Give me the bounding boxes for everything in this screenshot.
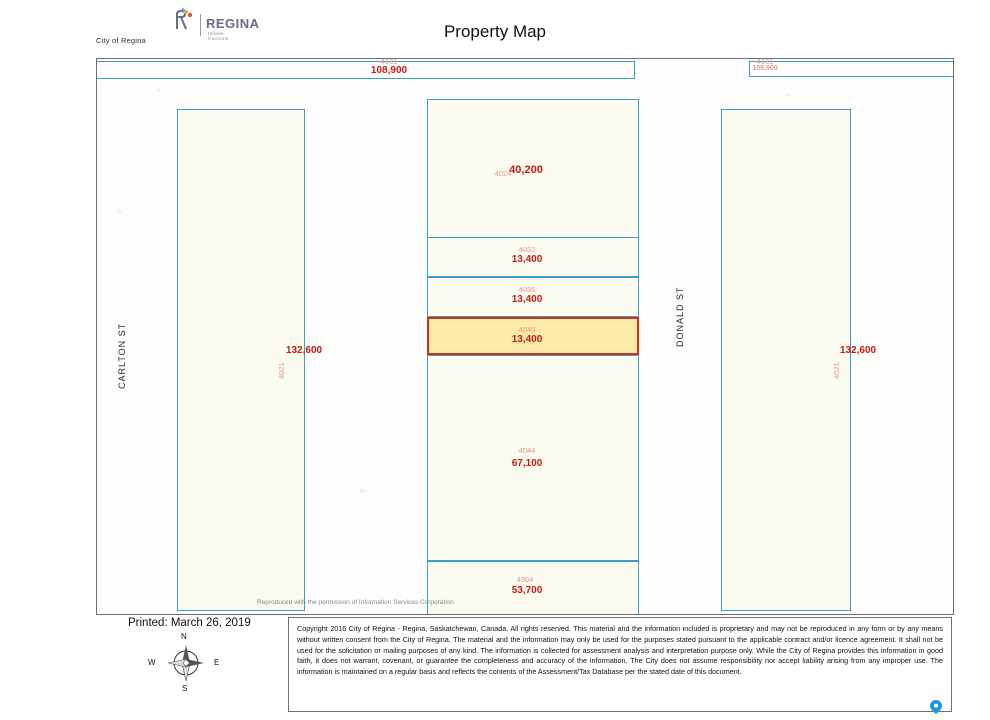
parcel-pid: 4904 — [516, 575, 534, 584]
parcel-west-4021[interactable] — [177, 109, 305, 611]
reproduction-note: Reproduced with the permission of Information Services Corporation — [257, 599, 454, 606]
parcel-pid: 4101 — [756, 58, 774, 66]
map-speckle — [157, 89, 161, 92]
parcel-pid: 4032 — [518, 245, 536, 254]
printed-date: Printed: March 26, 2019 — [128, 617, 251, 629]
parcel-pid: 4101 — [380, 58, 398, 66]
parcel-value: 13,400 — [511, 294, 543, 305]
page-header — [0, 0, 990, 58]
compass-north-label: N — [181, 632, 187, 641]
parcel-value: 108,900 — [370, 65, 408, 76]
logo-city-label: City of Regina — [96, 36, 146, 45]
compass-east-label: E — [214, 658, 220, 667]
parcel-value: 132,600 — [839, 345, 877, 356]
compass-icon — [148, 632, 224, 694]
map-speckle — [787, 94, 791, 97]
parcel-value: 132,600 — [285, 345, 323, 356]
location-pin-icon — [930, 700, 942, 714]
street-label-donald: DONALD ST — [675, 286, 685, 347]
map-speckle — [117, 209, 122, 213]
parcel-pid: 4024 — [494, 169, 512, 178]
parcel-pid: 4021 — [832, 362, 841, 379]
compass-west-label: W — [148, 658, 156, 667]
parcel-value: 40,200 — [509, 164, 543, 176]
page-title: Property Map — [443, 22, 547, 41]
parcel-east-4021[interactable] — [721, 109, 851, 611]
parcel-value: 67,100 — [511, 458, 543, 469]
parcel-value: 13,400 — [511, 334, 543, 345]
parcel-value: 13,400 — [511, 254, 543, 265]
parcel-pid: 4044 — [518, 446, 536, 455]
map-speckle — [359, 489, 365, 493]
parcel-value: 53,700 — [511, 585, 543, 596]
parcel-pid: 4036 — [518, 285, 536, 294]
compass-rose — [148, 632, 224, 694]
parcel-pid: 4040 — [518, 325, 536, 334]
property-map-canvas[interactable] — [96, 58, 954, 615]
logo-tagline: Infinite Horizons — [208, 31, 229, 41]
parcel-value: 108,900 — [752, 65, 778, 72]
logo-wordmark: REGINA — [206, 16, 260, 31]
parcel-pid: 4021 — [277, 362, 286, 379]
copyright-notice: Copyright 2016 City of Regina - Regina, Saskatchewan, Canada. All rights reserved. This material and the information included is proprietary and may not be reproduced in any form or by any means without written consent from the City of Regina. The material and the information may only be used for the purposes stated pursuant to the applicable contract and/or licence agreement. It shall not be used for the solicitation or mailing purposes of any kind. The information is collected for assessment analysis and interpretation purpose only. While the City of Regina provides this information in good faith, it does not warrant, covenant, or guarantee the completeness and accuracy of the information. The City does not assume responsibility nor accept liability arising from any improper use. The information is maintained on a regular basis and reflects the contents of the Assessment/Tax Database per the stated date of this document. — [288, 617, 952, 712]
street-label-carlton: CARLTON ST — [117, 322, 127, 389]
compass-south-label: S — [182, 684, 188, 693]
